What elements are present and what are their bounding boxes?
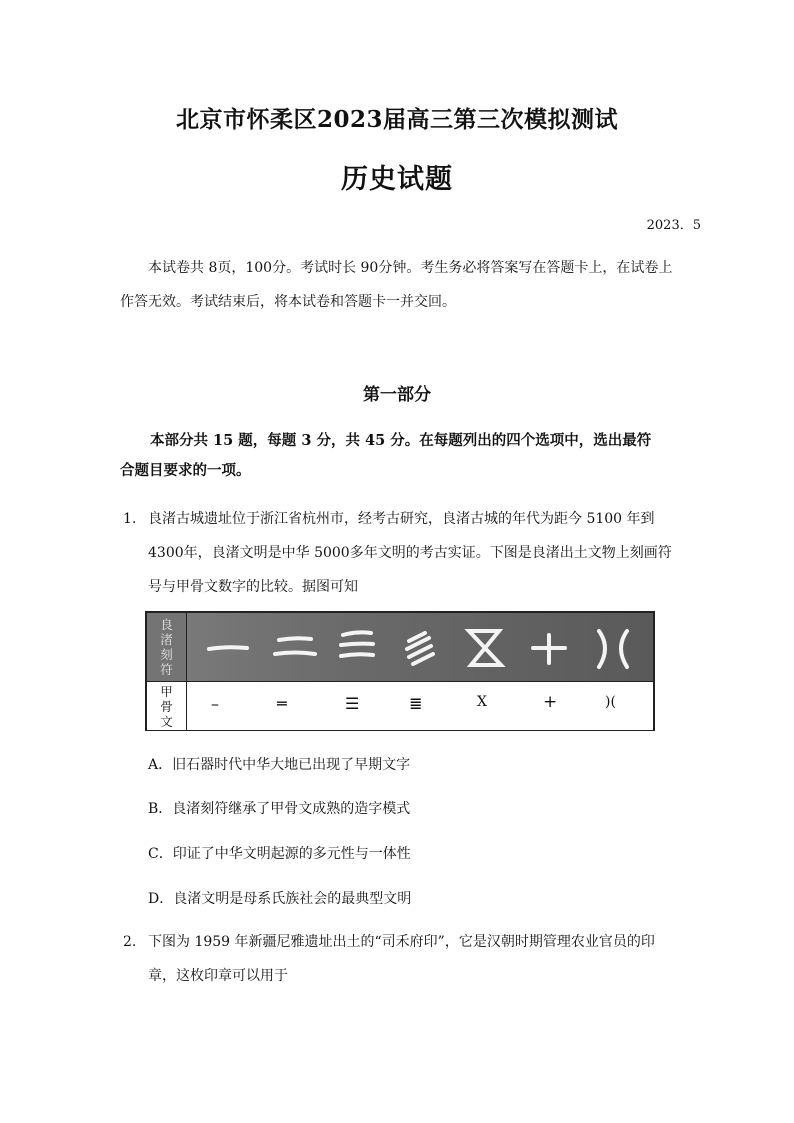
question-text-line: 号与甲骨文数字的比较。据图可知	[148, 579, 358, 595]
part-title: 第一部分	[363, 385, 431, 405]
option-d[interactable]: D．良渚文明是母系氏族社会的最典型文明	[148, 891, 412, 907]
row-label-liangzhu	[147, 613, 187, 681]
exam-date: 2023．5	[646, 218, 701, 233]
row-label-char: 甲	[160, 683, 173, 699]
option-c[interactable]: C．印证了中华文明起源的多元性与一体性	[148, 846, 411, 862]
row-label-char: 渚	[160, 632, 173, 647]
row-label-oracle	[147, 682, 187, 730]
question-text-line: 4300年，良渚文明是中华 5000多年文明的考古实证。下图是良渚出土文物上刻画符	[148, 545, 672, 561]
oracle-glyph: X	[477, 694, 487, 710]
liangzhu-symbol-row	[147, 613, 653, 681]
glyph-comparison-table	[145, 611, 655, 731]
question-text-line: 章，这枚印章可以用于	[148, 968, 288, 984]
oracle-glyph: –	[211, 694, 219, 713]
oracle-bone-row	[147, 681, 653, 730]
oracle-glyph: ≣	[409, 694, 423, 713]
intro-line-1: 本试卷共 8页，100分。考试时长 90分钟。考生务必将答案写在答题卡上，在试卷上	[148, 260, 673, 276]
part-instruction-1: 本部分共 15 题，每题 3 分，共 45 分。在每题列出的四个选项中，选出最符	[150, 432, 652, 449]
row-label-char: 符	[160, 662, 173, 677]
question-number: 2.	[123, 934, 137, 950]
option-a[interactable]: A．旧石器时代中华大地已出现了早期文字	[148, 757, 411, 773]
question-text-line: 下图为 1959 年新疆尼雅遗址出土的“司禾府印”，它是汉朝时期管理农业官员的印	[148, 934, 655, 950]
question-text-line: 良渚古城遗址位于浙江省杭州市，经考古研究，良渚古城的年代为距今 5100 年到	[148, 511, 655, 527]
intro-line-2: 作答无效。考试结束后，将本试卷和答题卡一并交回。	[120, 294, 456, 310]
row-label-char: 骨	[160, 698, 173, 714]
row-label-char: 刻	[160, 647, 173, 662]
exam-title: 北京市怀柔区2023届高三第三次模拟测试	[175, 106, 618, 133]
liangzhu-engraved-symbols-image	[187, 613, 653, 681]
question-number: 1.	[123, 511, 137, 527]
oracle-glyph: )(	[605, 694, 616, 710]
oracle-glyph: +	[543, 692, 558, 712]
subject-title: 历史试题	[341, 164, 453, 195]
row-label-char: 文	[160, 713, 173, 729]
row-label-char: 良	[160, 617, 173, 632]
option-b[interactable]: B．良渚刻符继承了甲骨文成熟的造字模式	[148, 801, 411, 817]
oracle-glyph: ═	[277, 694, 287, 713]
part-instruction-2: 合题目要求的一项。	[120, 462, 251, 479]
oracle-glyph: ☰	[345, 694, 360, 713]
